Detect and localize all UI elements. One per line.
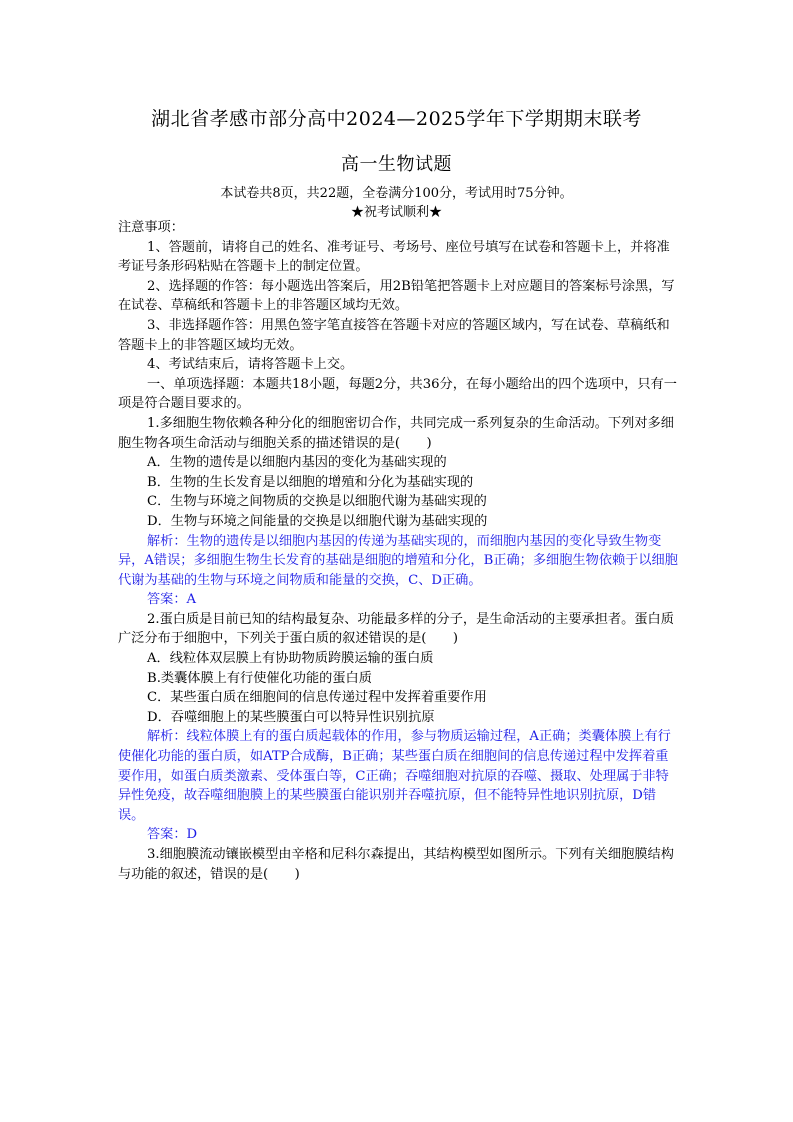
analysis-text: 解析：生物的遗传是以细胞内基因的传递为基础实现的，而细胞内基因的变化导致生物变异，A错误；多细胞生物生长发育的基础是细胞的增殖和分化，B正确；多细胞生物依赖于以细胞代谢为基础的生物与环境之间物质和能量的交换，C、D正确。 (118, 533, 678, 588)
note-item: 1、答题前，请将自己的姓名、准考证号、考场号、座位号填写在试卷和答题卡上，并将准考证号条形码粘贴在答题卡上的制定位置。 (118, 239, 670, 275)
question-3 (118, 845, 678, 884)
option-b: B．生物的生长发育是以细胞的增殖和分化为基础实现的 (147, 474, 474, 490)
note-item: 4、考试结束后，请将答题卡上交。 (147, 357, 354, 373)
option-d: D．吞噬细胞上的某些膜蛋白可以特异性识别抗原 (147, 709, 435, 725)
option-c: C．某些蛋白质在细胞间的信息传递过程中发挥着重要作用 (147, 690, 487, 706)
answer-text: 答案：A (147, 592, 197, 608)
question-1 (118, 414, 678, 610)
question-stem: 2.蛋白质是目前已知的结构最复杂、功能最多样的分子，是生命活动的主要承担者。蛋白质广泛分布于细胞中，下列关于蛋白质的叙述错误的是( ) (118, 611, 674, 647)
option-a: A．线粒体双层膜上有协助物质跨膜运输的蛋白质 (147, 651, 434, 667)
note-item: 3、非选择题作答：用黑色签字笔直接答在答题卡对应的答题区域内，写在试卷、草稿纸和答题卡上的非答题区域均无效。 (118, 317, 670, 353)
good-luck-line: ★祝考试顺利★ (350, 205, 442, 220)
question-stem: 1.多细胞生物依赖各种分化的细胞密切合作，共同完成一系列复杂的生命活动。下列对多细胞生物各项生命活动与细胞关系的描述错误的是( ) (118, 415, 674, 451)
exam-title: 湖北省孝感市部分高中2024—2025学年下学期期末联考 (151, 108, 642, 130)
option-a: A．生物的遗传是以细胞内基因的变化为基础实现的 (147, 455, 447, 471)
option-b: B.类囊体膜上有行使催化功能的蛋白质 (147, 670, 372, 686)
notes-heading: 注意事项： (118, 220, 184, 235)
analysis-text: 解析：线粒体膜上有的蛋白质起载体的作用，参与物质运输过程，A正确；类囊体膜上有行使催化功能的蛋白质，如ATP合成酶，B正确；某些蛋白质在细胞间的信息传递过程中发挥着重要作用，如蛋白质类激素、受体蛋白等，C正确；吞噬细胞对抗原的吞噬、摄取、处理属于非特异性免疫，故吞噬细胞膜上的某些膜蛋白能识别并吞噬抗原，但不能特异性地识别抗原，D错误。 (118, 729, 671, 823)
exam-body (118, 218, 678, 884)
note-item: 2、选择题的作答：每小题选出答案后，用2B铅笔把答题卡上对应题目的答案标号涂黑，写在试卷、草稿纸和答题卡上的非答题区域均无效。 (118, 278, 675, 314)
section-intro: 一、单项选择题：本题共18小题，每题2分，共36分，在每小题给出的四个选项中，只有一项是符合题目要求的。 (118, 376, 677, 412)
exam-info: 本试卷共8页，共22题，全卷满分100分，考试用时75分钟。 (220, 186, 573, 201)
answer-text: 答案：D (147, 827, 198, 843)
option-c: C．生物与环境之间物质的交换是以细胞代谢为基础实现的 (147, 494, 487, 510)
question-stem: 3.细胞膜流动镶嵌模型由辛格和尼科尔森提出，其结构模型如图所示。下列有关细胞膜结构与功能的叙述，错误的是( ) (118, 847, 674, 882)
option-d: D．生物与环境之间能量的交换是以细胞代谢为基础实现的 (147, 513, 488, 529)
question-2 (118, 610, 678, 845)
exam-subtitle: 高一生物试题 (341, 154, 452, 175)
